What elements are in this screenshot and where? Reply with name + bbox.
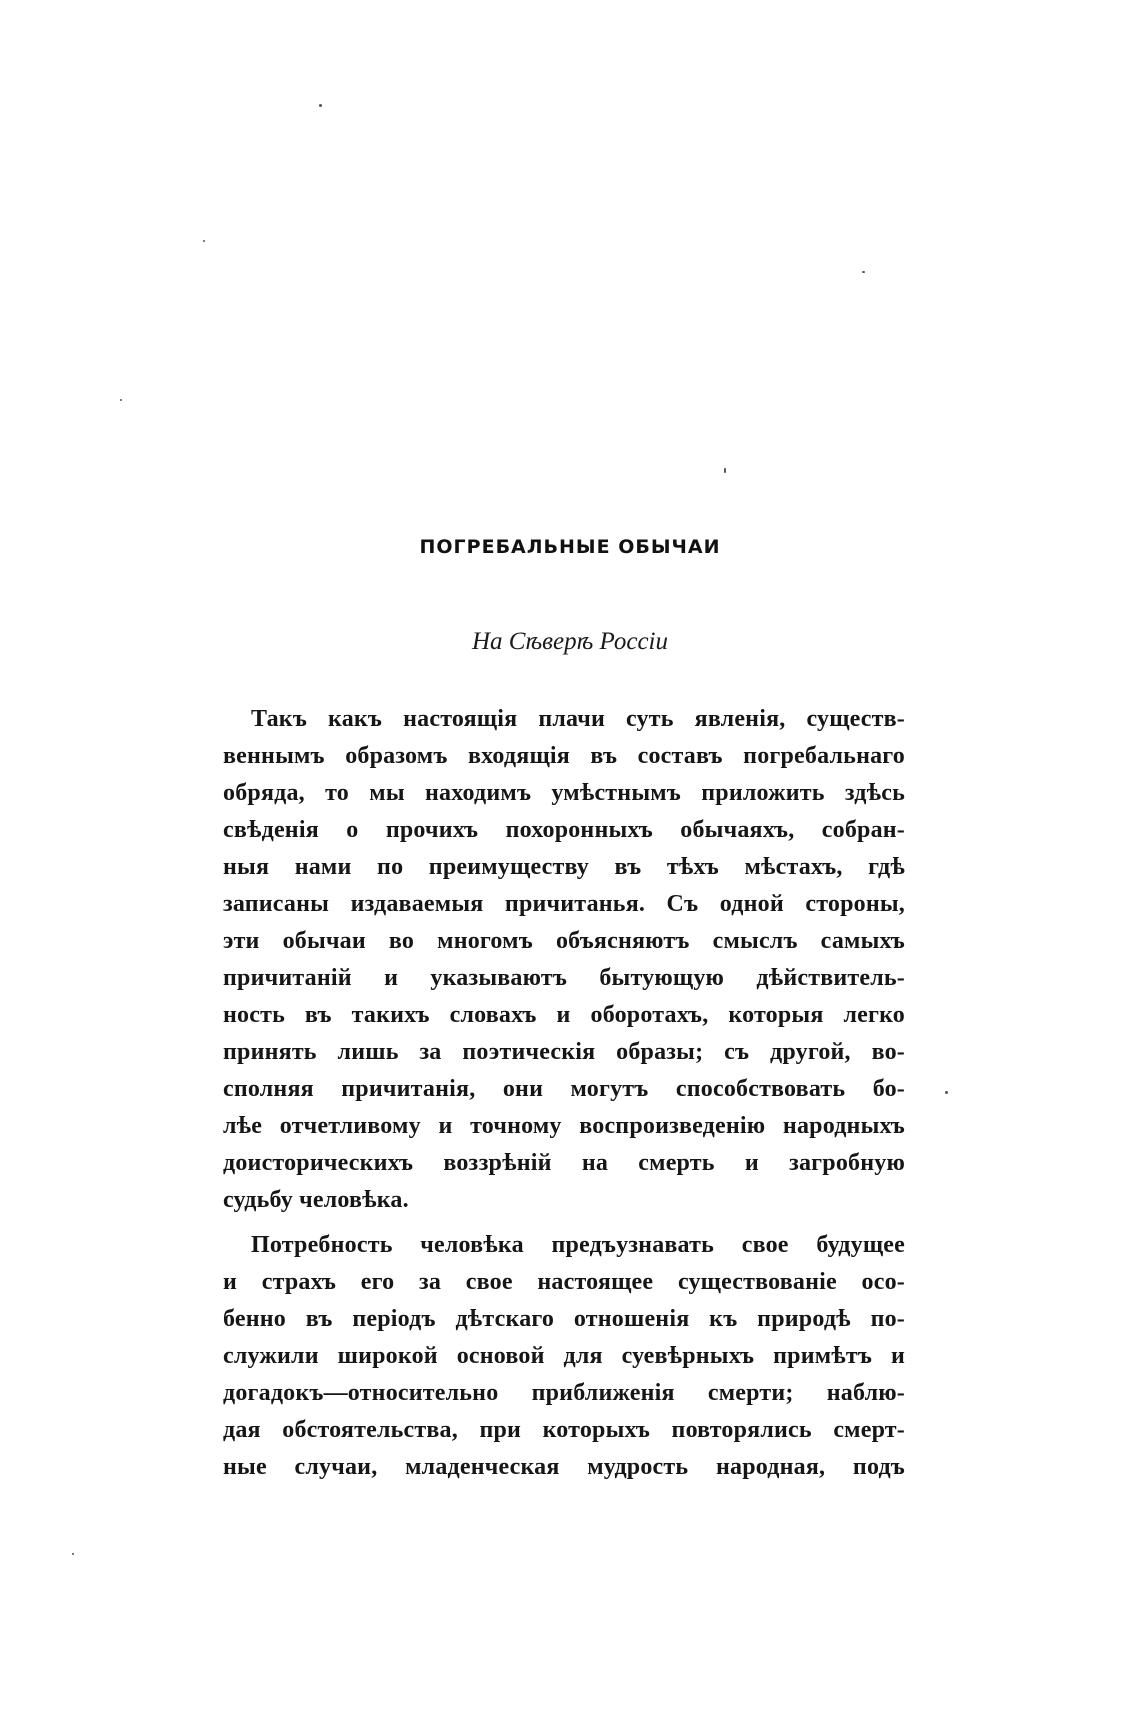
text-line: сполняя причитанія, они могутъ способствовать бо- <box>223 1076 905 1102</box>
text-line: принять лишь за поэтическія образы; съ другой, во- <box>223 1039 905 1065</box>
text-line: записаны издаваемыя причитанья. Съ одной стороны, <box>223 891 905 917</box>
text-line: бенно въ періодъ дѣтскаго отношенія къ природѣ по- <box>223 1306 905 1332</box>
print-speck <box>319 104 322 107</box>
print-speck <box>203 240 205 242</box>
print-speck <box>120 399 122 401</box>
text-line: лѣе отчетливому и точному воспроизведенію народныхъ <box>223 1113 905 1139</box>
text-line: ные случаи, младенческая мудрость народная, подъ <box>223 1454 905 1480</box>
text-line: судьбу человѣка. <box>223 1187 409 1213</box>
text-line: Такъ какъ настоящія плачи суть явленія, существ- <box>251 706 905 732</box>
paragraph-gap <box>223 1219 905 1227</box>
text-line: ныя нами по преимуществу въ тѣхъ мѣстахъ, гдѣ <box>223 854 905 880</box>
text-line: доисторическихъ воззрѣній на смерть и загробную <box>223 1150 905 1176</box>
chapter-subtitle: На Сѣверѣ Россіи <box>471 628 669 655</box>
paragraph <box>223 1227 905 1486</box>
text-line: догадокъ—относительно приближенія смерти; наблю- <box>223 1380 905 1406</box>
print-speck <box>72 1553 74 1555</box>
chapter-title: ПОГРЕБАЛЬНЫЕ ОБЫЧАИ <box>419 536 721 558</box>
text-line: обряда, то мы находимъ умѣстнымъ приложить здѣсь <box>223 780 905 806</box>
text-line: дая обстоятельства, при которыхъ повторялись смерт- <box>223 1417 905 1443</box>
text-line: ность въ такихъ словахъ и оборотахъ, которыя легко <box>223 1002 905 1028</box>
text-line: и страхъ его за свое настоящее существованіе осо- <box>223 1269 905 1295</box>
text-line: эти обычаи во многомъ объясняютъ смыслъ самыхъ <box>223 928 905 954</box>
text-line: служили широкой основой для суевѣрныхъ примѣтъ и <box>223 1343 905 1369</box>
print-speck <box>862 271 865 273</box>
body-text <box>223 701 905 1486</box>
text-line: причитаній и указываютъ бытующую дѣйствитель- <box>223 965 905 991</box>
print-speck <box>945 1091 948 1094</box>
paragraph <box>223 701 905 1219</box>
print-speck <box>724 468 726 473</box>
text-line: свѣденія о прочихъ похоронныхъ обычаяхъ, собран- <box>223 817 905 843</box>
text-line: веннымъ образомъ входящія въ составъ погребальнаго <box>223 743 905 769</box>
text-line: Потребность человѣка предъузнавать свое будущее <box>251 1232 905 1258</box>
